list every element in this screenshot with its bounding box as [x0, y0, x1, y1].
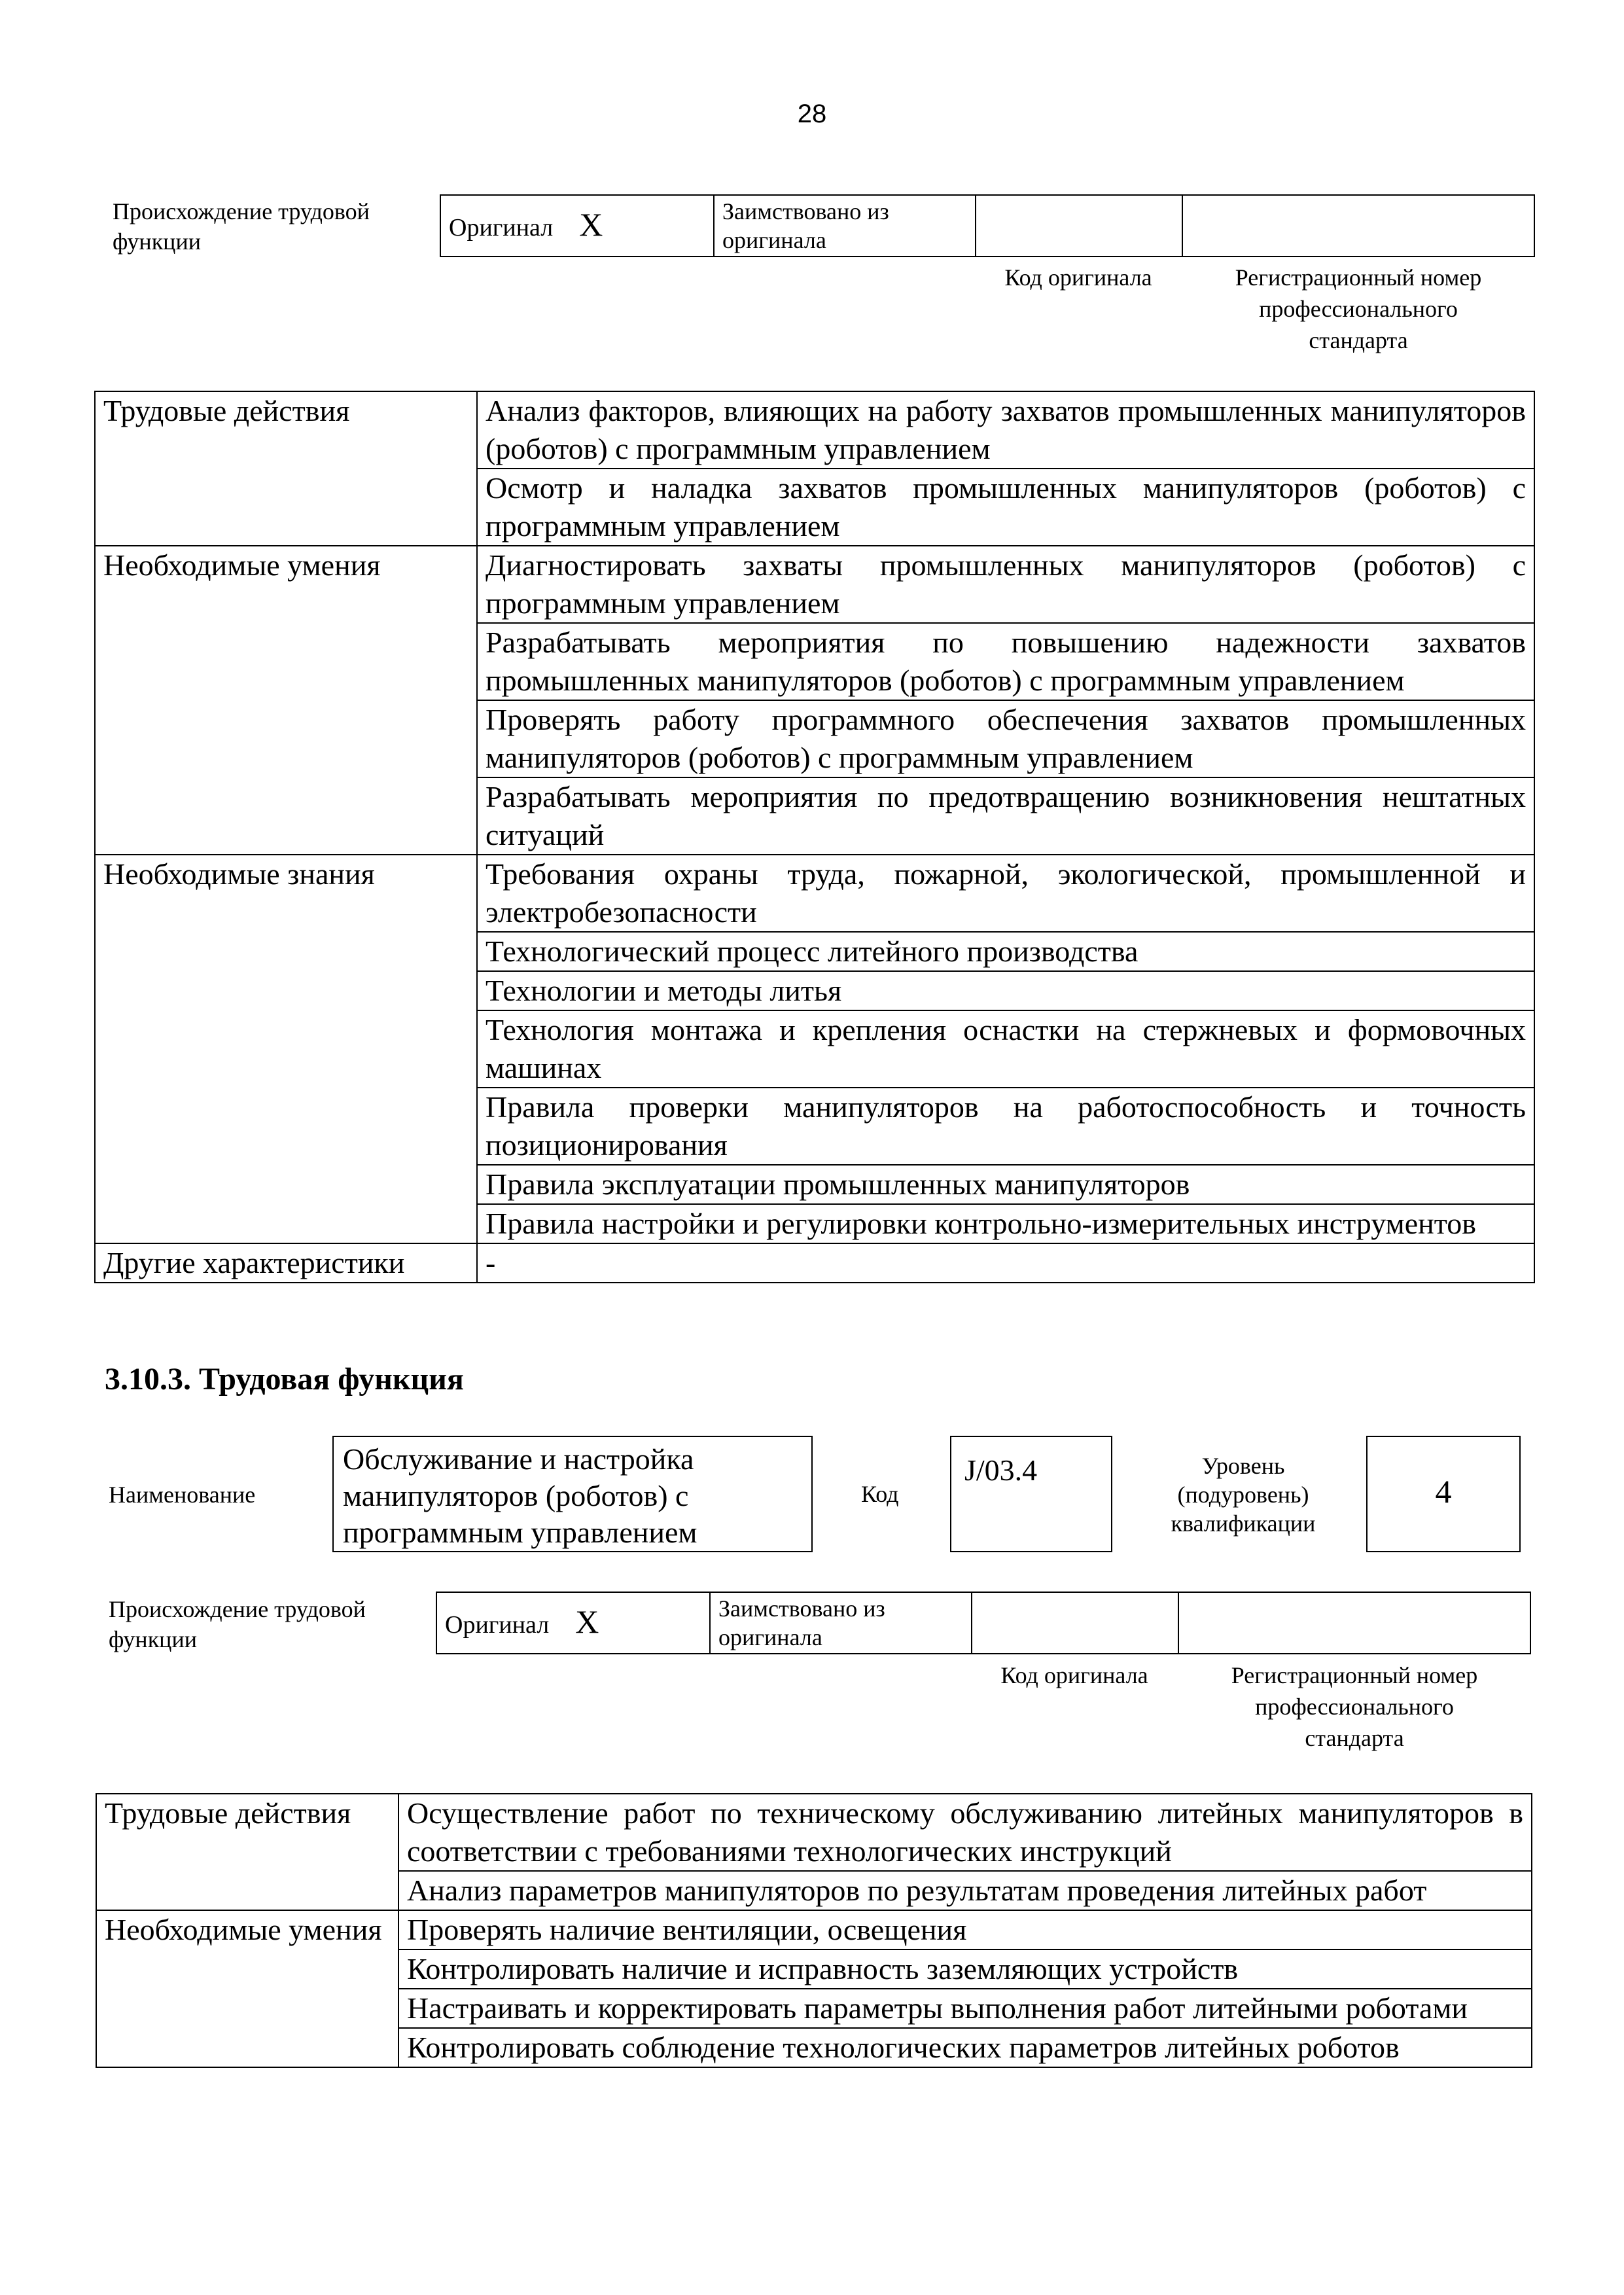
original-code-label: Код оригинала	[1004, 264, 1152, 291]
table-cell: Проверять работу программного обеспечения захватов промышленных манипуляторов (роботов) с программным управлением	[477, 700, 1534, 777]
reg-number-label	[1178, 1660, 1531, 1754]
function-name-line2: манипуляторов (роботов) с	[343, 1479, 689, 1512]
row-header-actions: Трудовые действия	[95, 391, 477, 546]
table-cell: Осуществление работ по техническому обслуживанию литейных манипуляторов в соответствии с требованиями технологических инструкций	[398, 1794, 1532, 1871]
original-label: Оригинал	[445, 1610, 550, 1639]
reg-number-label	[1182, 262, 1535, 356]
level-label	[1139, 1451, 1348, 1538]
table-cell: -	[477, 1243, 1534, 1283]
borrowed-line2: оригинала	[722, 227, 826, 253]
table-cell: Контролировать наличие и исправность заземляющих устройств	[398, 1949, 1532, 1989]
reg-number-cell	[1178, 1592, 1530, 1654]
page-number: 28	[797, 99, 827, 128]
table-cell: Правила эксплуатации промышленных манипуляторов	[477, 1165, 1534, 1204]
reg-label-line2: профессионального	[1255, 1694, 1454, 1720]
function-name-line1: Обслуживание и настройка	[343, 1442, 694, 1476]
borrowed-line2: оригинала	[718, 1624, 822, 1650]
reg-label-line3: стандарта	[1305, 1725, 1404, 1751]
row-header-skills: Необходимые умения	[96, 1910, 398, 2067]
row-header-other: Другие характеристики	[95, 1243, 477, 1283]
table-cell: Технология монтажа и крепления оснастки на стержневых и формовочных машинах	[477, 1010, 1534, 1088]
origin-label-line1: Происхождение трудовой	[113, 198, 370, 224]
original-mark: X	[575, 1603, 599, 1640]
original-cell	[436, 1592, 710, 1654]
level-label-line1: Уровень	[1201, 1453, 1285, 1479]
level-value-box	[1366, 1436, 1521, 1552]
reg-label-line3: стандарта	[1309, 327, 1408, 353]
section-title: 3.10.3. Трудовая функция	[105, 1362, 464, 1397]
reg-label-line1: Регистрационный номер	[1231, 1662, 1478, 1688]
row-header-knowledge: Необходимые знания	[95, 855, 477, 1243]
table-cell: Разрабатывать мероприятия по повышению надежности захватов промышленных манипуляторов (роботов) с программным управлением	[477, 623, 1534, 700]
borrowed-cell	[710, 1592, 972, 1654]
level-value: 4	[1435, 1473, 1452, 1510]
labor-function-table-2	[96, 1793, 1532, 2068]
table-cell: Разрабатывать мероприятия по предотвращению возникновения нештатных ситуаций	[477, 777, 1534, 855]
name-label: Наименование	[109, 1482, 256, 1508]
original-label: Оригинал	[449, 213, 554, 241]
level-label-line2: (подуровень)	[1177, 1482, 1309, 1508]
origin-label-line2: функции	[113, 228, 201, 255]
table-cell: Осмотр и наладка захватов промышленных манипуляторов (роботов) с программным управлением	[477, 469, 1534, 546]
table-cell: Проверять наличие вентиляции, освещения	[398, 1910, 1532, 1949]
table-cell: Контролировать соблюдение технологических параметров литейных роботов	[398, 2028, 1532, 2067]
reg-number-cell	[1182, 195, 1534, 257]
original-code-cell	[972, 1592, 1178, 1654]
code-value: J/03.4	[964, 1453, 1038, 1487]
table-cell: Правила проверки манипуляторов на работоспособность и точность позиционирования	[477, 1088, 1534, 1165]
table-cell: Технологии и методы литья	[477, 971, 1534, 1010]
origin-table	[440, 194, 1535, 257]
origin-label-line2: функции	[109, 1626, 197, 1652]
function-name-line3: программным управлением	[343, 1516, 697, 1549]
code-value-box	[950, 1436, 1112, 1552]
table-cell: Требования охраны труда, пожарной, экологической, промышленной и электробезопасности	[477, 855, 1534, 932]
reg-label-line1: Регистрационный номер	[1235, 264, 1482, 291]
original-code-label: Код оригинала	[1000, 1662, 1148, 1688]
origin-label-2	[109, 1594, 366, 1654]
borrowed-line1: Заимствовано из	[722, 198, 889, 224]
table-cell: Анализ факторов, влияющих на работу захватов промышленных манипуляторов (роботов) с программным управлением	[477, 391, 1534, 469]
origin-label	[113, 196, 370, 257]
origin-label-line1: Происхождение трудовой	[109, 1596, 366, 1622]
borrowed-cell	[714, 195, 976, 257]
level-label-line3: квалификации	[1171, 1510, 1316, 1537]
borrowed-line1: Заимствовано из	[718, 1595, 885, 1622]
labor-function-table-1	[94, 391, 1535, 1283]
original-code-cell	[976, 195, 1182, 257]
code-label: Код	[861, 1481, 899, 1507]
table-cell: Настраивать и корректировать параметры выполнения работ литейными роботами	[398, 1989, 1532, 2028]
table-cell: Технологический процесс литейного производства	[477, 932, 1534, 971]
reg-label-line2: профессионального	[1259, 296, 1458, 322]
row-header-actions: Трудовые действия	[96, 1794, 398, 1910]
table-cell: Диагностировать захваты промышленных манипуляторов (роботов) с программным управлением	[477, 546, 1534, 623]
row-header-skills: Необходимые умения	[95, 546, 477, 855]
original-cell	[440, 195, 714, 257]
table-cell: Анализ параметров манипуляторов по результатам проведения литейных работ	[398, 1871, 1532, 1910]
table-cell: Правила настройки и регулировки контрольно-измерительных инструментов	[477, 1204, 1534, 1243]
function-name-box	[332, 1436, 813, 1552]
origin-table-2	[436, 1592, 1531, 1654]
original-mark: X	[579, 205, 603, 243]
